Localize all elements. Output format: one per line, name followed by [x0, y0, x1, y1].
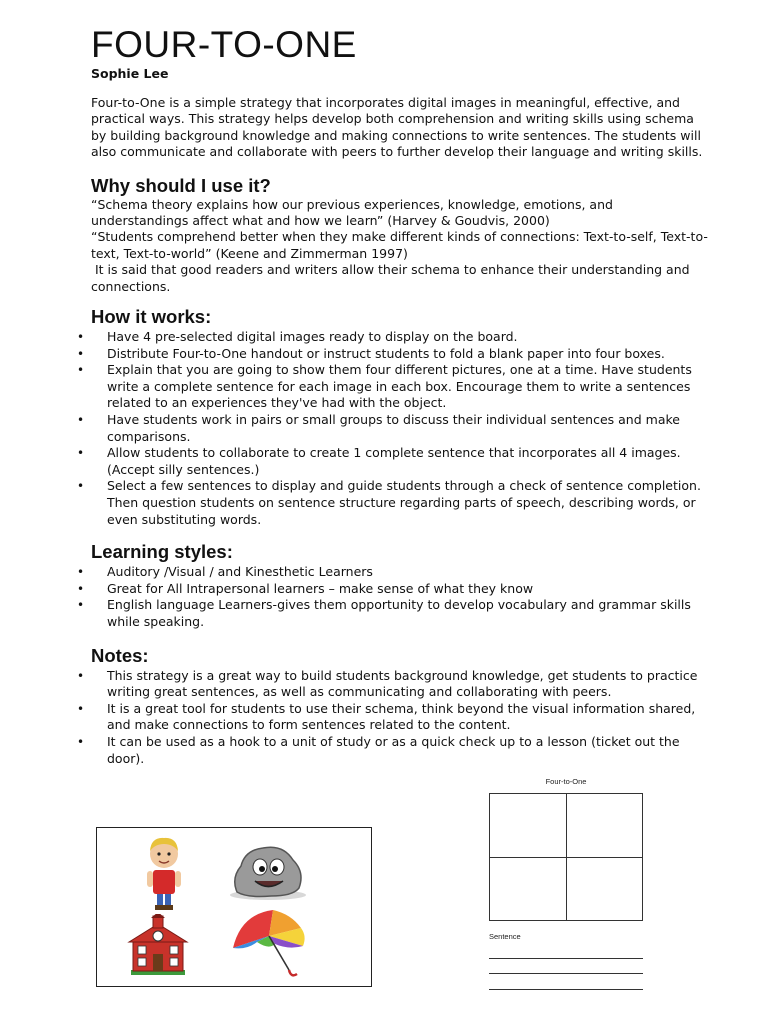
list-item-line: door).	[107, 750, 145, 766]
why-line: “Students comprehend better when they make different kinds of connections: Text-to-self, Text-to-	[91, 229, 708, 245]
why-paragraph	[91, 197, 716, 295]
list-item-line: • Explain that you are going to show them four different pictures, one at a time. Have students	[107, 362, 692, 378]
list-item	[77, 581, 716, 598]
worksheet-grid	[489, 793, 643, 921]
list-item	[77, 362, 716, 412]
list-item	[77, 346, 716, 363]
list-item	[77, 734, 716, 767]
list-item-line: while speaking.	[107, 613, 205, 629]
list-item-line: • Auditory /Visual / and Kinesthetic Learners	[107, 564, 373, 580]
notes-list	[77, 668, 716, 768]
rock-illustration	[227, 840, 309, 902]
intro-line: by building background knowledge and making connections to write sentences. The students will	[91, 127, 701, 143]
how-heading: How it works:	[91, 306, 212, 328]
worksheet-title: Four-to-One	[545, 777, 587, 786]
list-item-line: even substituting words.	[107, 511, 262, 527]
worksheet-sentence-label: Sentence	[489, 932, 521, 941]
example-images-box	[96, 827, 372, 987]
list-item-line: comparisons.	[107, 428, 191, 444]
why-line: It is said that good readers and writers allow their schema to enhance their understanding and	[91, 262, 690, 278]
list-item	[77, 412, 716, 445]
list-item-line: • Great for All Intrapersonal learners – make sense of what they know	[107, 580, 534, 596]
learning-list	[77, 564, 716, 630]
list-item-line: • This strategy is a great way to build students background knowledge, get students to practice	[107, 667, 698, 683]
how-list	[77, 329, 716, 528]
list-item-line: • It is a great tool for students to use their schema, think beyond the visual information shared,	[107, 700, 696, 716]
worksheet-writing-line	[489, 989, 643, 990]
why-heading: Why should I use it?	[91, 174, 271, 196]
list-item-line: • Have 4 pre-selected digital images ready to display on the board.	[107, 329, 518, 345]
document-page	[91, 24, 716, 767]
list-item	[77, 668, 716, 701]
list-item-line: (Accept silly sentences.)	[107, 461, 260, 477]
list-item-line: related to an experiences they've had with the object.	[107, 395, 447, 411]
list-item	[77, 564, 716, 581]
notes-heading: Notes:	[91, 644, 149, 666]
worksheet-writing-line	[489, 958, 643, 959]
why-line: understandings affect what and how we learn” (Harvey & Goudvis, 2000)	[91, 213, 550, 229]
why-line: connections.	[91, 278, 171, 294]
list-item	[77, 597, 716, 630]
list-item-line: • It can be used as a hook to a unit of study or as a quick check up to a lesson (ticket out the	[107, 733, 680, 749]
list-item	[77, 445, 716, 478]
list-item	[77, 478, 716, 528]
intro-line: practical ways. This strategy helps develop both comprehension and writing skills using schema	[91, 111, 694, 127]
list-item-line: and make connections to form sentences related to the content.	[107, 717, 511, 733]
list-item-line: • Distribute Four-to-One handout or instruct students to fold a blank paper into four boxes.	[107, 345, 665, 361]
list-item-line: writing great sentences, as well as communicating and collaborating with peers.	[107, 684, 612, 700]
list-item	[77, 329, 716, 346]
author-name: Sophie Lee	[91, 66, 169, 81]
list-item-line: • English language Learners-gives them opportunity to develop vocabulary and grammar skills	[107, 597, 691, 613]
learning-heading: Learning styles:	[91, 541, 233, 563]
page-title: FOUR-TO-ONE	[91, 24, 357, 65]
list-item-line: write a complete sentence for each image in each box. Encourage them to write a sentences	[107, 378, 691, 394]
intro-paragraph	[91, 95, 716, 161]
worksheet-writing-line	[489, 973, 643, 974]
school-illustration	[127, 914, 189, 978]
list-item-line: Then question students on sentence structure regarding parts of speech, describing words, or	[107, 495, 696, 510]
worksheet-grid-divider	[490, 857, 642, 858]
list-item-line: • Select a few sentences to display and guide students through a check of sentence completion.	[107, 478, 701, 494]
intro-line: Four-to-One is a simple strategy that incorporates digital images in meaningful, effective, and	[91, 95, 680, 110]
list-item-line: • Have students work in pairs or small groups to discuss their individual sentences and make	[107, 412, 680, 428]
list-item	[77, 701, 716, 734]
umbrella-illustration	[227, 906, 311, 982]
why-line: text, Text-to-world” (Keene and Zimmerman 1997)	[91, 245, 408, 261]
why-line: “Schema theory explains how our previous experiences, knowledge, emotions, and	[91, 196, 613, 212]
boy-illustration	[133, 834, 183, 914]
intro-line: also communicate and collaborate with peers to further develop their language and writing skills.	[91, 144, 703, 160]
list-item-line: • Allow students to collaborate to create 1 complete sentence that incorporates all 4 images.	[107, 445, 681, 461]
worksheet-thumbnail	[488, 777, 644, 997]
